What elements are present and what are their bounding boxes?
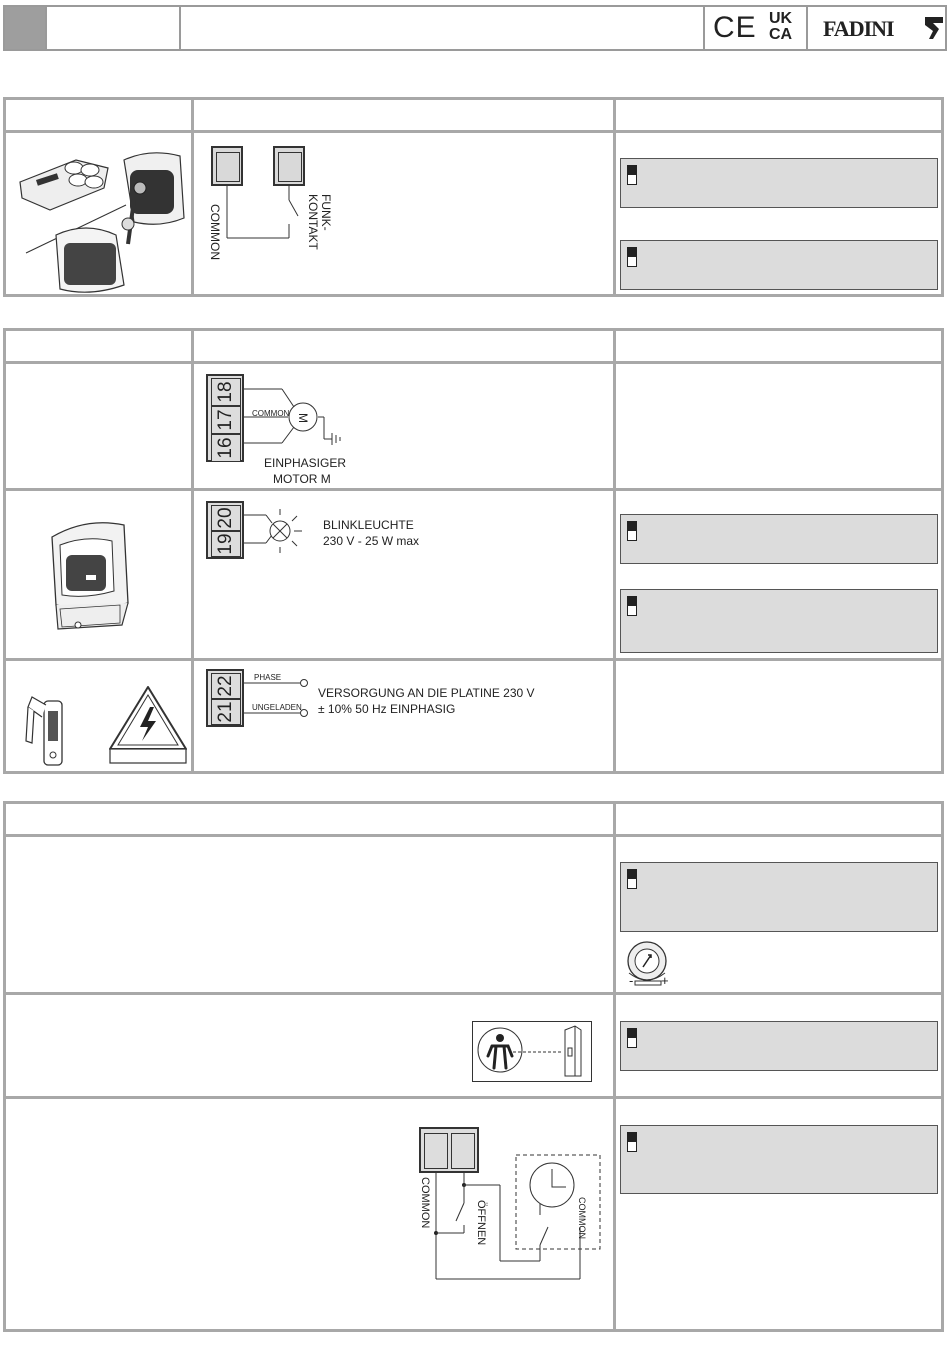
row-divider: [6, 658, 941, 661]
label-funk-line2: KONTAKT: [306, 194, 320, 250]
row-divider: [6, 488, 941, 491]
motor-caption-line2: MOTOR M: [273, 472, 331, 486]
header-tab-marker: [5, 7, 45, 49]
section-header-row: [6, 804, 941, 837]
neutral-label: UNGELADEN: [252, 703, 302, 712]
column-divider: [613, 100, 616, 294]
section-outputs: [3, 328, 944, 774]
motor-caption-line1: EINPHASIGER: [264, 456, 347, 470]
power-caption-line1: VERSORGUNG AN DIE PLATINE 230 V: [318, 686, 535, 700]
ca-mark: CA: [769, 26, 793, 43]
column-divider: [613, 331, 616, 771]
header-divider: [179, 7, 181, 49]
dip-note-box: [620, 862, 938, 932]
power-switch-icon: [24, 691, 84, 771]
section-header-row: [6, 331, 941, 364]
terminal-19: 19: [211, 531, 241, 557]
ce-mark: CE: [713, 11, 757, 44]
phase-label: PHASE: [254, 673, 282, 682]
lamp-terminal-block: [206, 501, 244, 559]
row-divider: [6, 992, 941, 995]
brand-logo: FADINI: [823, 16, 894, 41]
dip-switch-icon: [627, 1132, 637, 1152]
terminal-20: 20: [211, 505, 241, 531]
terminal-21: 21: [211, 699, 241, 725]
power-caption-line2: ± 10% 50 Hz EINPHASIG: [318, 702, 456, 716]
column-divider: [191, 100, 194, 294]
dip-note-box: [620, 158, 938, 208]
lamp-symbol-icon: [262, 507, 312, 557]
lamp-caption-line1: BLINKLEUCHTE: [323, 518, 414, 532]
dip-switch-icon: [627, 247, 637, 267]
dip-note-box: [620, 240, 938, 290]
terminal-16: 16: [211, 434, 241, 462]
section-header-row: [6, 100, 941, 133]
flashing-lamp-icon: [46, 515, 136, 635]
lamp-caption-line2: 230 V - 25 W max: [323, 534, 420, 548]
dip-note-box: [620, 589, 938, 653]
terminal-17: 17: [211, 406, 241, 434]
dip-switch-icon: [627, 1028, 637, 1048]
uk-mark: UK: [769, 10, 793, 27]
dip-switch-icon: [627, 596, 637, 616]
terminal-22: 22: [211, 673, 241, 699]
section-settings: [3, 801, 944, 1332]
motor-common-label: COMMON: [252, 409, 290, 418]
trimmer-minus-label: -: [629, 973, 634, 988]
dip-switch-icon: [627, 165, 637, 185]
row-divider: [6, 1096, 941, 1099]
high-voltage-warning-icon: [106, 683, 190, 763]
dip-note-box: [620, 514, 938, 564]
remote-control-icon: [16, 152, 116, 212]
dip-switch-icon: [627, 521, 637, 541]
timer-common-left-label: COMMON: [419, 1177, 431, 1229]
photocell-illustration: [472, 1021, 592, 1082]
column-divider: [191, 331, 194, 771]
label-funk-line1: FUNK-: [319, 194, 333, 231]
brand-logo-mark-icon: [923, 15, 945, 41]
dip-switch-icon: [627, 869, 637, 889]
page-header: [3, 5, 947, 51]
terminal-18: 18: [211, 378, 241, 406]
key-switch-side-icon: [46, 225, 146, 295]
terminal-common: [211, 146, 243, 186]
timer-common-right-label: COMMON: [577, 1197, 587, 1239]
motor-symbol: M: [296, 413, 310, 423]
header-divider: [703, 7, 705, 49]
photocell-column-icon: [561, 1024, 585, 1078]
header-divider: [806, 7, 808, 49]
terminal-funk: [273, 146, 305, 186]
dip-note-box: [620, 1021, 938, 1071]
dip-note-box: [620, 1125, 938, 1194]
timer-open-label: ÖFFNEN: [475, 1200, 487, 1246]
header-divider: [45, 7, 47, 49]
label-common: COMMON: [208, 204, 222, 260]
power-terminal-block: [206, 669, 244, 727]
section-remote-contact: [3, 97, 944, 297]
motor-terminal-block: [206, 374, 244, 462]
trimmer-plus-label: +: [661, 973, 669, 988]
